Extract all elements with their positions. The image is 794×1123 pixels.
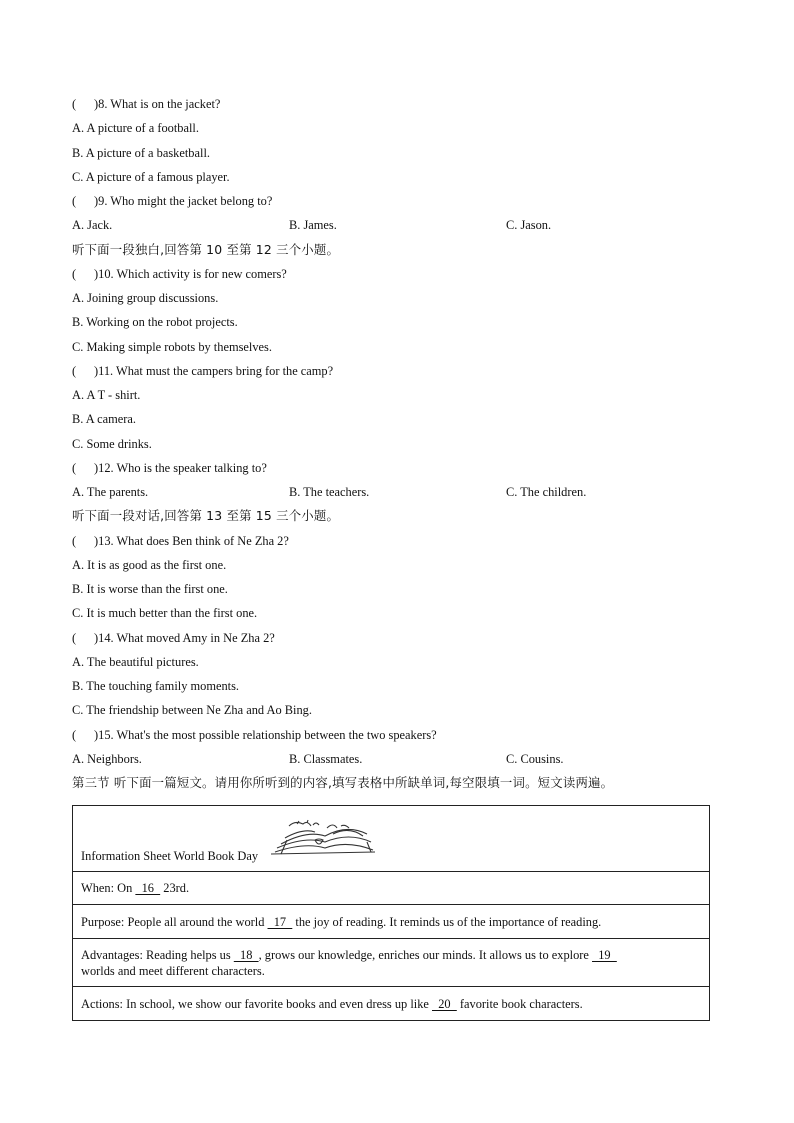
question-text: )14. What moved Amy in Ne Zha 2? — [94, 630, 275, 645]
answer-option: C. A picture of a famous player. — [72, 169, 230, 184]
question-stem — [72, 723, 712, 747]
when-label: When: On — [81, 881, 136, 895]
answer-options-row — [72, 480, 712, 504]
question-text: )11. What must the campers bring for the camp? — [94, 363, 334, 378]
sheet-purpose-cell — [73, 905, 710, 939]
question-stem — [72, 262, 712, 286]
question-text: )9. Who might the jacket belong to? — [94, 194, 273, 208]
answer-option: B. Working on the robot projects. — [72, 315, 238, 330]
blank-18: 18 — [233, 947, 259, 962]
answer-option: B. The touching family moments. — [72, 679, 240, 693]
question-text: )8. What is on the jacket? — [94, 97, 221, 111]
blank-20: 20 — [432, 996, 457, 1011]
answer-options-row — [72, 213, 712, 237]
answer-option: A. The parents. — [72, 485, 149, 499]
sheet-advantages-cell — [73, 939, 710, 987]
answer-option: C. Jason. — [506, 218, 552, 233]
answer-bracket: ( — [72, 727, 77, 742]
answer-options-row — [72, 747, 712, 771]
answer-option: C. Some drinks. — [72, 436, 152, 451]
sheet-actions-cell — [73, 987, 710, 1021]
answer-bracket: ( — [72, 533, 77, 548]
answer-option: B. A camera. — [72, 412, 136, 427]
answer-bracket: ( — [72, 194, 77, 208]
answer-option: A. Jack. — [72, 218, 113, 233]
question-text: )12. Who is the speaker talking to? — [94, 460, 267, 475]
when-text: 23rd. — [160, 881, 190, 895]
answer-bracket: ( — [72, 266, 77, 281]
answer-option: B. It is worse than the first one. — [72, 582, 228, 596]
answer-option: B. A picture of a basketball. — [72, 145, 210, 160]
answer-option: A. The beautiful pictures. — [72, 654, 199, 669]
answer-option: A. Joining group discussions. — [72, 291, 219, 305]
advantages-text-end: worlds and meet different characters. — [81, 963, 265, 978]
advantages-label: Advantages: Reading helps us — [81, 947, 234, 962]
question-text: )10. Which activity is for new comers? — [94, 266, 287, 281]
answer-option: C. The children. — [506, 485, 587, 499]
answer-option: B. Classmates. — [289, 751, 363, 766]
purpose-text: the joy of reading. It reminds us of the importance of reading. — [292, 914, 602, 929]
question-stem — [72, 189, 712, 213]
blank-17: 17 — [267, 914, 293, 929]
section-instruction: 听下面一段对话,回答第 13 至第 15 三个小题。 — [72, 508, 340, 524]
sheet-when-cell — [73, 872, 710, 905]
question-stem — [72, 92, 712, 116]
blank-16: 16 — [135, 881, 161, 895]
answer-option: B. The teachers. — [289, 485, 370, 499]
question-text: )15. What's the most possible relationship between the two speakers? — [94, 727, 437, 742]
answer-bracket: ( — [72, 460, 77, 475]
advantages-text: , grows our knowledge, enriches our minds. It allows us to explore — [258, 947, 593, 962]
answer-bracket: ( — [72, 630, 77, 645]
sheet-title: Information Sheet World Book Day — [81, 848, 259, 863]
book-drawing-icon — [267, 814, 379, 864]
information-sheet-table — [72, 805, 710, 1021]
question-stem — [72, 359, 712, 383]
sheet-title-cell — [73, 806, 710, 872]
question-stem — [72, 529, 712, 553]
answer-option: C. It is much better than the first one. — [72, 606, 258, 621]
question-stem — [72, 456, 712, 480]
blank-19: 19 — [592, 947, 617, 962]
answer-option: A. A picture of a football. — [72, 121, 199, 136]
question-stem — [72, 626, 712, 650]
answer-option: C. Making simple robots by themselves. — [72, 339, 272, 354]
answer-bracket: ( — [72, 363, 77, 378]
question-list — [72, 92, 712, 795]
section-instruction: 第三节 听下面一篇短文。请用你所听到的内容,填写表格中所缺单词,每空限填一词。短文读两遍。 — [72, 775, 614, 790]
answer-option: A. Neighbors. — [72, 751, 142, 766]
answer-bracket: ( — [72, 97, 77, 111]
actions-text: favorite book characters. — [456, 996, 583, 1011]
actions-label: Actions: In school, we show our favorite books and even dress up like — [81, 996, 432, 1011]
answer-option: A. A T - shirt. — [72, 388, 141, 402]
section-instruction: 听下面一段独白,回答第 10 至第 12 三个小题。 — [72, 241, 340, 257]
answer-option: C. The friendship between Ne Zha and Ao Bing. — [72, 703, 312, 718]
question-text: )13. What does Ben think of Ne Zha 2? — [94, 533, 289, 548]
purpose-label: Purpose: People all around the world — [81, 914, 268, 929]
answer-option: A. It is as good as the first one. — [72, 557, 227, 572]
answer-option: B. James. — [289, 218, 337, 233]
answer-option: C. Cousins. — [506, 751, 564, 766]
